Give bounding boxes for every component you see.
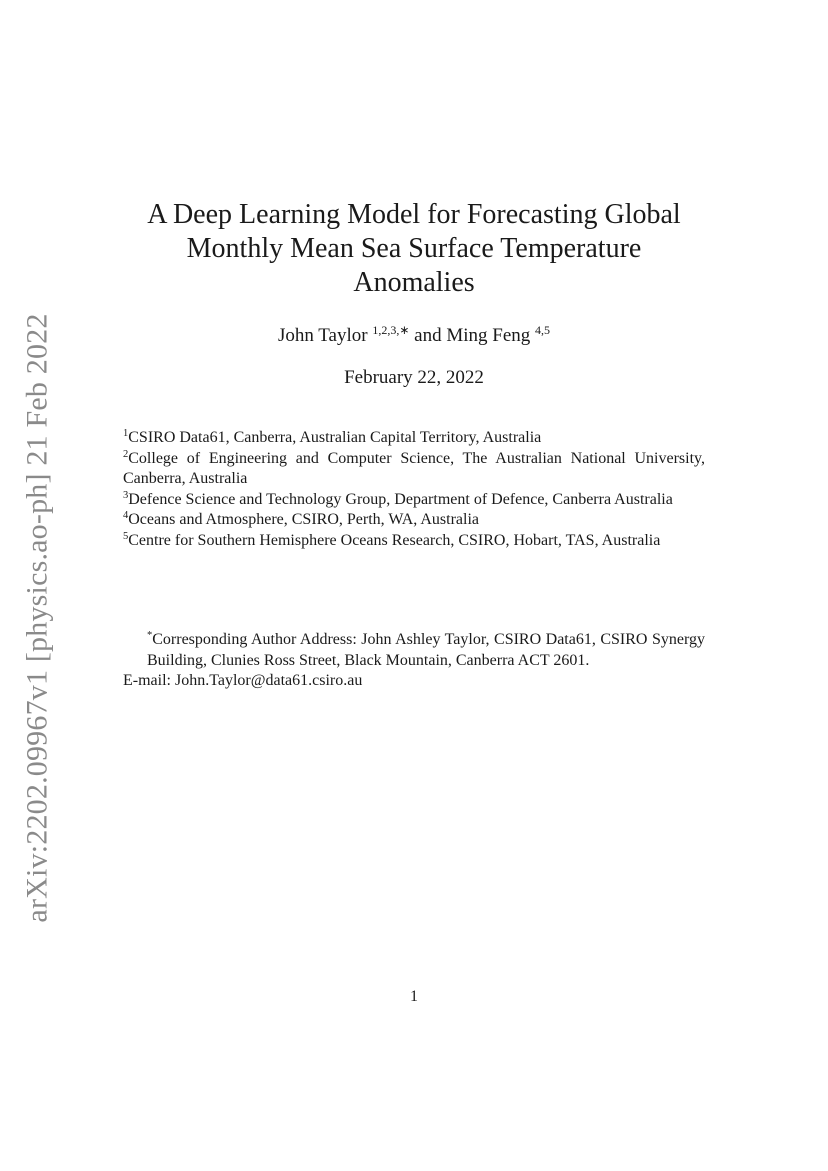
corresponding-author-text: Corresponding Author Address: John Ashley Taylor, CSIRO Data61, CSIRO Synergy Building, Clunies Ross Street, Black Mountain, Canberra ACT 2601. — [147, 631, 705, 669]
corresponding-author-note — [123, 630, 705, 692]
affiliation-list — [123, 428, 705, 551]
affiliation-number: 3 — [123, 489, 129, 501]
affiliation-item — [123, 531, 705, 552]
paper-title — [120, 198, 708, 300]
affiliation-item — [123, 428, 705, 449]
affiliation-text: Centre for Southern Hemisphere Oceans Research, CSIRO, Hobart, TAS, Australia — [128, 531, 661, 549]
corresponding-author-mark: * — [147, 630, 153, 641]
affiliation-text: College of Engineering and Computer Science, The Australian National University, Canberra, Australia — [123, 449, 705, 487]
publication-date: February 22, 2022 — [344, 367, 484, 388]
arxiv-identifier-stamp — [18, 312, 58, 923]
affiliation-text: Defence Science and Technology Group, Department of Defence, Canberra Australia — [128, 490, 673, 508]
author-name: Ming Feng — [446, 325, 531, 346]
affiliation-item — [123, 490, 705, 511]
title-line: A Deep Learning Model for Forecasting Global — [147, 199, 681, 230]
affiliation-number: 2 — [123, 448, 129, 460]
author-conjunction: and — [414, 325, 442, 346]
author-list — [120, 324, 708, 348]
affiliation-number: 1 — [123, 428, 129, 439]
author-name: John Taylor — [277, 325, 368, 346]
corresponding-author-email: E-mail: John.Taylor@data61.csiro.au — [123, 672, 363, 689]
corresponding-author-address — [123, 630, 705, 671]
page-number: 1 — [410, 988, 418, 1005]
affiliation-text: CSIRO Data61, Canberra, Australian Capital Territory, Australia — [128, 429, 542, 446]
affiliation-number: 5 — [123, 530, 129, 542]
title-line: Anomalies — [353, 267, 475, 298]
affiliation-number: 4 — [123, 510, 129, 521]
author-affiliation-marks: 1,2,3,∗ — [372, 323, 410, 337]
title-line: Monthly Mean Sea Surface Temperature — [186, 233, 642, 264]
affiliation-text: Oceans and Atmosphere, CSIRO, Perth, WA, Australia — [128, 511, 480, 528]
affiliation-item — [123, 510, 705, 531]
affiliation-item — [123, 449, 705, 490]
author-affiliation-marks: 4,5 — [535, 323, 551, 337]
arxiv-identifier-text: arXiv:2202.09967v1 [physics.ao-ph] 21 Feb 2022 — [21, 312, 55, 923]
